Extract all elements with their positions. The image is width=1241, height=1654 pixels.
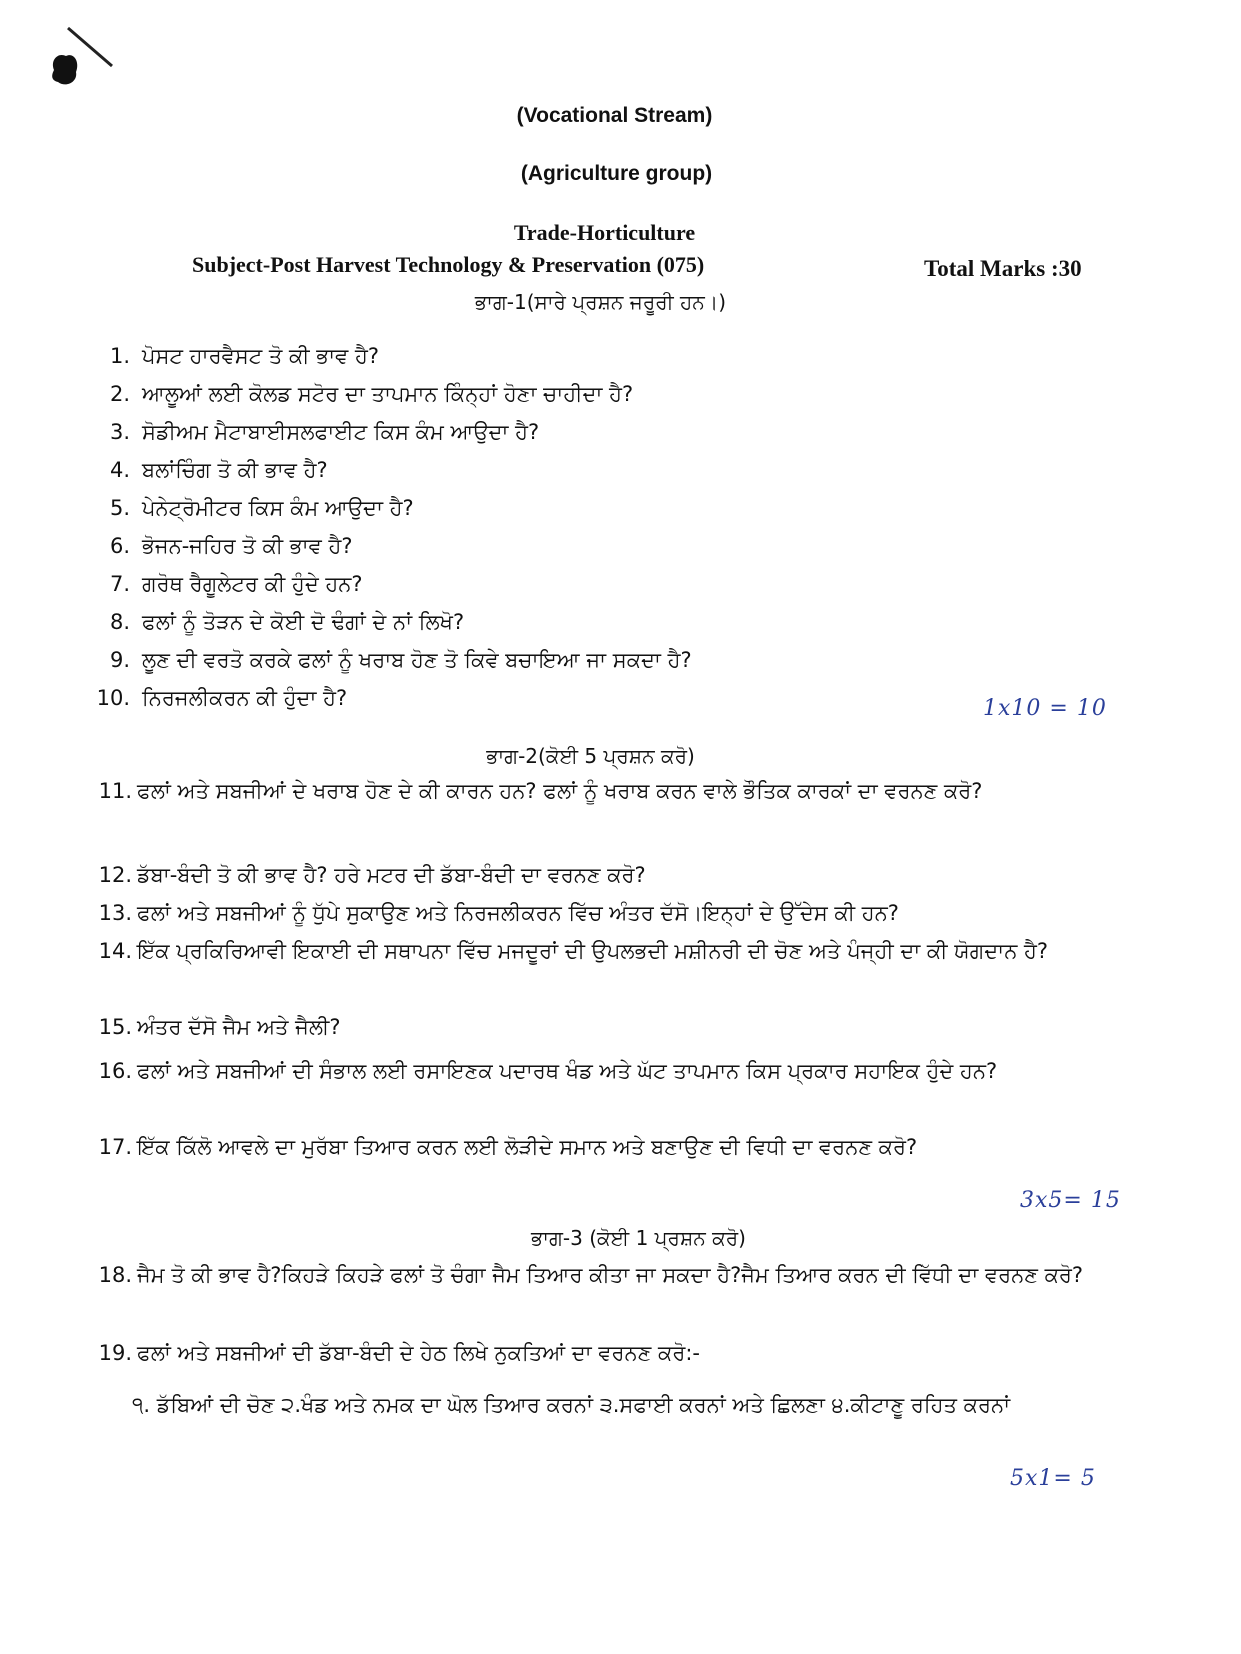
question-14: 14. ਇੱਕ ਪ੍ਰਕਿਰਿਆਵੀ ਇਕਾਈ ਦੀ ਸਥਾਪਨਾ ਵਿੱਚ ਮਜਦੂਰਾਂ ਦੀ ਉਪਲਭਦੀ ਮਸ਼ੀਨਰੀ ਦੀ ਚੋਣ ਅਤੇ ਪੰਜ੍ਹੀ ਦਾ ਕੀ ਯੋਗਦਾਨ ਹੈ? bbox=[98, 939, 1049, 963]
ink-blot-icon bbox=[44, 22, 124, 102]
group-title: (Agriculture group) bbox=[520, 162, 713, 185]
section-1-marks-note: 1x10 = 10 bbox=[983, 696, 1107, 721]
section-3-marks-note: 5x1= 5 bbox=[1010, 1466, 1096, 1491]
question-3: 3. ਸੋਡੀਅਮ ਮੈਟਾਬਾਈਸਲਫਾਈਟ ਕਿਸ ਕੰਮ ਆਉਦਾ ਹੈ? bbox=[109, 420, 540, 444]
question-16: 16. ਫਲਾਂ ਅਤੇ ਸਬਜੀਆਂ ਦੀ ਸੰਭਾਲ ਲਈ ਰਸਾਇਣਕ ਪਦਾਰਥ ਖੰਡ ਅਤੇ ਘੱਟ ਤਾਪਮਾਨ ਕਿਸ ਪ੍ਰਕਾਰ ਸਹਾਇਕ ਹੁੰਦੇ ਹਨ? bbox=[98, 1059, 998, 1083]
stream-title: (Vocational Stream) bbox=[516, 104, 713, 127]
question-18: 18. ਜੈਮ ਤੋ ਕੀ ਭਾਵ ਹੈ?ਕਿਹੜੇ ਕਿਹੜੇ ਫਲਾਂ ਤੋ ਚੰਗਾ ਜੈਮ ਤਿਆਰ ਕੀਤਾ ਜਾ ਸਕਦਾ ਹੈ?ਜੈਮ ਤਿਆਰ ਕਰਨ ਦੀ ਵਿੱਧੀ ਦਾ ਵਰਨਣ ਕਰੋ? bbox=[98, 1263, 1084, 1287]
section-2-marks-note: 3x5= 15 bbox=[1020, 1188, 1121, 1213]
question-1: 1. ਪੋਸਟ ਹਾਰਵੈਸਟ ਤੋ ਕੀ ਭਾਵ ਹੈ? bbox=[109, 344, 380, 368]
question-6: 6. ਭੋਜਨ-ਜਹਿਰ ਤੋ ਕੀ ਭਾਵ ਹੈ? bbox=[109, 534, 353, 558]
question-15: 15. ਅੰਤਰ ਦੱਸੋ ਜੈਮ ਅਤੇ ਜੈਲੀ? bbox=[98, 1015, 341, 1039]
question-8: 8. ਫਲਾਂ ਨੂੰ ਤੋੜਨ ਦੇ ਕੋਈ ਦੋ ਢੰਗਾਂ ਦੇ ਨਾਂ ਲਿਖੋ? bbox=[109, 610, 465, 634]
question-4: 4. ਬਲਾਂਚਿੰਗ ਤੋ ਕੀ ਭਾਵ ਹੈ? bbox=[109, 458, 328, 482]
question-17: 17. ਇੱਕ ਕਿੱਲੋ ਆਵਲੇ ਦਾ ਮੁਰੱਬਾ ਤਿਆਰ ਕਰਨ ਲਈ ਲੋੜੀਦੇ ਸਮਾਨ ਅਤੇ ਬਣਾਉਣ ਦੀ ਵਿਧੀ ਦਾ ਵਰਨਣ ਕਰੋ? bbox=[98, 1135, 918, 1159]
section-1-heading: ਭਾਗ-1(ਸਾਰੇ ਪ੍ਰਸ਼ਨ ਜਰੂਰੀ ਹਨ।) bbox=[474, 290, 727, 314]
trade-title: Trade-Horticulture bbox=[513, 220, 696, 245]
question-11: 11. ਫਲਾਂ ਅਤੇ ਸਬਜੀਆਂ ਦੇ ਖਰਾਬ ਹੋਣ ਦੇ ਕੀ ਕਾਰਨ ਹਨ? ਫਲਾਂ ਨੂੰ ਖਰਾਬ ਕਰਨ ਵਾਲੇ ਭੌਤਿਕ ਕਾਰਕਾਂ ਦਾ ਵਰਨਣ ਕਰੋ? bbox=[98, 779, 983, 803]
question-19-subitems: ੧. ਡੱਬਿਆਂ ਦੀ ਚੋਣ ੨.ਖੰਡ ਅਤੇ ਨਮਕ ਦਾ ਘੋਲ ਤਿਆਰ ਕਰਨਾਂ ੩.ਸਫਾਈ ਕਰਨਾਂ ਅਤੇ ਛਿਲਣਾ ੪.ਕੀਟਾਣੂ ਰਹਿਤ ਕਰਨਾਂ bbox=[132, 1393, 1011, 1417]
section-3-heading: ਭਾਗ-3 (ਕੋਈ 1 ਪ੍ਰਸ਼ਨ ਕਰੋ) bbox=[531, 1226, 746, 1250]
question-19: 19. ਫਲਾਂ ਅਤੇ ਸਬਜੀਆਂ ਦੀ ਡੱਬਾ-ਬੰਦੀ ਦੇ ਹੇਠ ਲਿਖੇ ਨੁਕਤਿਆਂ ਦਾ ਵਰਨਣ ਕਰੋ:- bbox=[98, 1341, 700, 1365]
subject-title: Subject-Post Harvest Technology & Preservation (075) bbox=[192, 252, 705, 277]
total-marks: Total Marks :30 bbox=[924, 256, 1082, 281]
question-9: 9. ਲੂਣ ਦੀ ਵਰਤੋ ਕਰਕੇ ਫਲਾਂ ਨੂੰ ਖਰਾਬ ਹੋਣ ਤੋ ਕਿਵੇ ਬਚਾਇਆ ਜਾ ਸਕਦਾ ਹੈ? bbox=[109, 648, 692, 672]
question-12: 12. ਡੱਬਾ-ਬੰਦੀ ਤੋ ਕੀ ਭਾਵ ਹੈ? ਹਰੇ ਮਟਰ ਦੀ ਡੱਬਾ-ਬੰਦੀ ਦਾ ਵਰਨਣ ਕਰੋ? bbox=[98, 863, 646, 887]
question-13: 13. ਫਲਾਂ ਅਤੇ ਸਬਜੀਆਂ ਨੂੰ ਧੁੱਪੇ ਸੁਕਾਉਣ ਅਤੇ ਨਿਰਜਲੀਕਰਨ ਵਿੱਚ ਅੰਤਰ ਦੱਸੋ।ਇਨ੍ਹਾਂ ਦੇ ਉੱਦੇਸ ਕੀ ਹਨ? bbox=[98, 901, 899, 925]
question-5: 5. ਪੇਨੇਟ੍ਰੋਮੀਟਰ ਕਿਸ ਕੰਮ ਆਉਦਾ ਹੈ? bbox=[109, 496, 414, 520]
question-2: 2. ਆਲੂਆਂ ਲਈ ਕੋਲਡ ਸਟੋਰ ਦਾ ਤਾਪਮਾਨ ਕਿੰਨ੍ਹਾਂ ਹੋਣਾ ਚਾਹੀਦਾ ਹੈ? bbox=[109, 382, 634, 406]
question-10: 10. ਨਿਰਜਲੀਕਰਨ ਕੀ ਹੁੰਦਾ ਹੈ? bbox=[96, 686, 348, 710]
question-7: 7. ਗਰੋਥ ਰੈਗੂਲੇਟਰ ਕੀ ਹੁੰਦੇ ਹਨ? bbox=[109, 572, 363, 596]
section-2-heading: ਭਾਗ-2(ਕੋਈ 5 ਪ੍ਰਸ਼ਨ ਕਰੋ) bbox=[486, 744, 695, 768]
